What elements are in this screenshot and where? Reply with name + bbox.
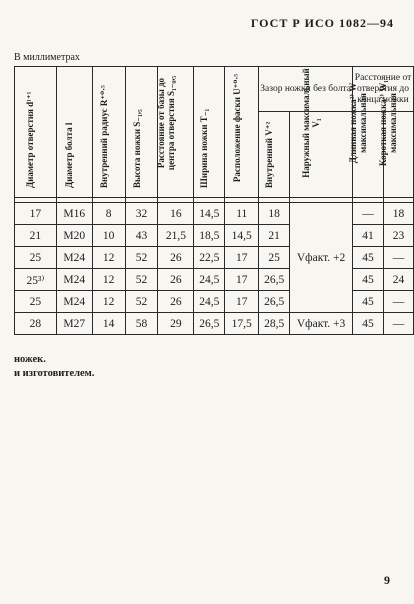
header-inner-radius: Внутренний радиус R⁺⁰·⁵ xyxy=(92,67,125,198)
header-bolt-diameter: Диаметр болта l xyxy=(56,67,92,198)
header-inner-clearance: Внутренний V⁺² xyxy=(259,112,290,198)
page-number: 9 xyxy=(384,573,390,587)
header-long-leg: Длинная ножка²⁾ W максимальная xyxy=(353,112,384,198)
header-base-to-center: Расстояние от базы до центра отверстия S₁₋₀,₅ xyxy=(158,67,194,198)
table-row: 21 M20 10 43 21,5 18,5 14,5 21 41 23 xyxy=(15,225,414,247)
header-short-leg: Короткая ножка²⁾ W₁ максимальная xyxy=(383,112,413,198)
header-outer-clearance: Наружный максимальный V₁ xyxy=(290,112,353,198)
note-line-2: и изготовителем. xyxy=(14,368,95,379)
note-line-1: ножек. xyxy=(14,354,46,365)
header-hole-diameter: Диаметр отверстия d¹⁺¹ xyxy=(15,67,57,198)
table-row: 25³⁾ M24 12 52 26 24,5 17 26,5 45 24 xyxy=(15,269,414,291)
outer-clearance-value-2: Vфакт. +3 xyxy=(290,313,353,335)
header-leg-height: Высота ножки S₋₁,₅ xyxy=(125,67,158,198)
table-row: 17 M16 8 32 16 14,5 11 18 Vфакт. +2 — 18 xyxy=(15,203,414,225)
table-row: 28 M27 14 58 29 26,5 17,5 28,5 Vфакт. +3 45 — xyxy=(15,313,414,335)
header-group-distance: Расстояние от отверстия до конца ножки xyxy=(353,67,414,112)
table-row: 25 M24 12 52 26 22,5 17 25 45 — xyxy=(15,247,414,269)
outer-clearance-value-1: Vфакт. +2 xyxy=(290,203,353,313)
header-leg-width: Ширина ножки T₋₁ xyxy=(194,67,225,198)
header-chamfer-position: Расположение фаски U⁺⁰·⁵ xyxy=(225,67,259,198)
table-row: 25 M24 12 52 26 24,5 17 26,5 45 — xyxy=(15,291,414,313)
header-group-clearance: Зазор ножки без болта xyxy=(259,67,353,112)
dimensions-table xyxy=(14,66,414,335)
document-header: ГОСТ Р ИСО 1082—94 xyxy=(250,16,394,30)
units-label: В миллиметрах xyxy=(14,52,80,63)
